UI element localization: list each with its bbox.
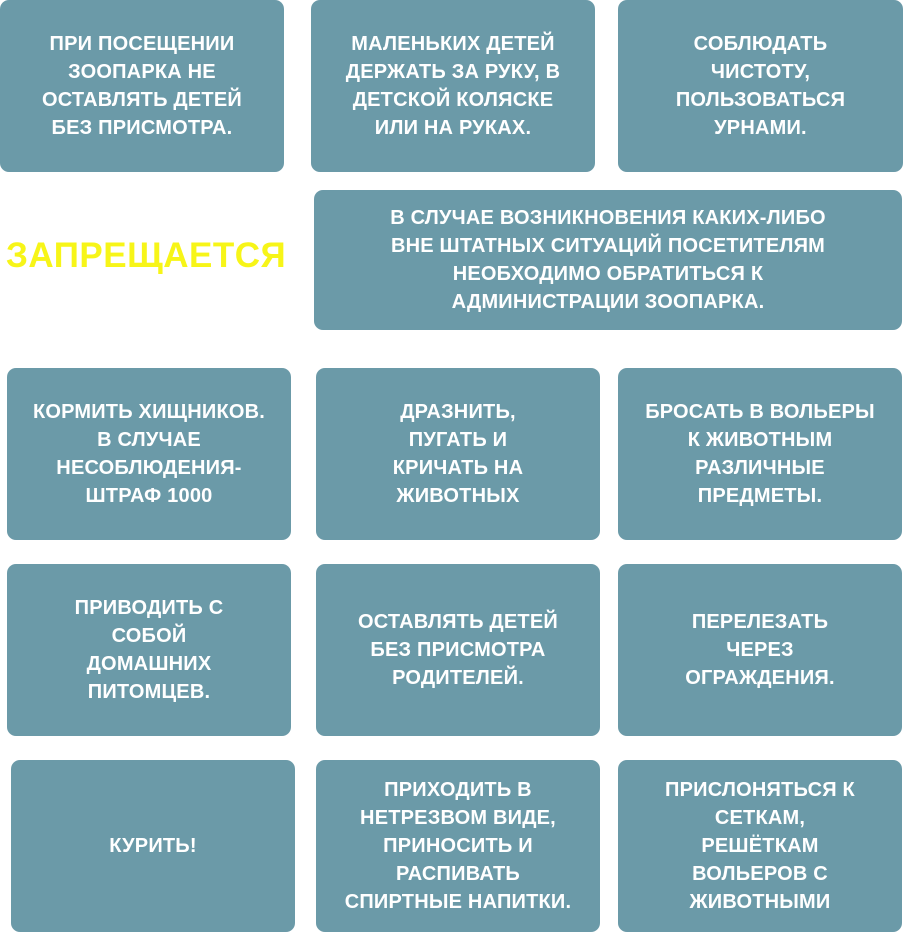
rule-card-text: ПРИ ПОСЕЩЕНИИ ЗООПАРКА НЕ ОСТАВЛЯТЬ ДЕТЕЙ БЕЗ ПРИСМОТРА. [42,33,242,139]
rule-card-keep-clean [618,0,903,172]
prohibition-card-lean-on-fences [618,760,902,932]
prohibition-card-leave-children [316,564,600,736]
rule-card-supervise-children [0,0,284,172]
rule-card-text: СОБЛЮДАТЬ ЧИСТОТУ, ПОЛЬЗОВАТЬСЯ УРНАМИ. [675,33,846,139]
prohibited-heading: ЗАПРЕЩАЕТСЯ [6,236,287,275]
prohibition-card-feed-predators [7,368,291,540]
prohibition-card-text: КОРМИТЬ ХИЩНИКОВ. В СЛУЧАЕ НЕСОБЛЮДЕНИЯ- ШТРАФ 1000 [32,401,266,507]
prohibition-card-text: ОСТАВЛЯТЬ ДЕТЕЙ БЕЗ ПРИСМОТРА РОДИТЕЛЕЙ. [358,611,558,689]
rule-card-text: В СЛУЧАЕ ВОЗНИКНОВЕНИЯ КАКИХ-ЛИБО ВНЕ ШТАТНЫХ СИТУАЦИЙ ПОСЕТИТЕЛЯМ НЕОБХОДИМО ОБРАТИТЬСЯ К АДМИНИСТРАЦИИ ЗООПАРКА. [390,207,826,313]
rule-card-text: МАЛЕНЬКИХ ДЕТЕЙ ДЕРЖАТЬ ЗА РУКУ, В ДЕТСКОЙ КОЛЯСКЕ ИЛИ НА РУКАХ. [345,33,561,139]
prohibition-card-climb-fences [618,564,902,736]
prohibition-card-text: ПРИВОДИТЬ С СОБОЙ ДОМАШНИХ ПИТОМЦЕВ. [74,597,224,703]
prohibition-card-text: ПРИСЛОНЯТЬСЯ К СЕТКАМ, РЕШЁТКАМ ВОЛЬЕРОВ С ЖИВОТНЫМИ [665,779,855,913]
prohibition-card-text: ДРАЗНИТЬ, ПУГАТЬ И КРИЧАТЬ НА ЖИВОТНЫХ [392,401,524,507]
prohibition-card-bring-pets [7,564,291,736]
prohibition-card-text: ПРИХОДИТЬ В НЕТРЕЗВОМ ВИДЕ, ПРИНОСИТЬ И РАСПИВАТЬ СПИРТНЫЕ НАПИТКИ. [344,779,572,913]
prohibition-card-text: ПЕРЕЛЕЗАТЬ ЧЕРЕЗ ОГРАЖДЕНИЯ. [685,611,835,689]
prohibition-card-smoking [11,760,295,932]
prohibition-card-throw-objects [618,368,902,540]
prohibition-card-tease-animals [316,368,600,540]
prohibition-card-text: КУРИТЬ! [109,835,197,857]
rule-card-emergency-contact [314,190,902,330]
prohibition-card-alcohol [316,760,600,932]
prohibition-card-text: БРОСАТЬ В ВОЛЬЕРЫ К ЖИВОТНЫМ РАЗЛИЧНЫЕ ПРЕДМЕТЫ. [645,401,875,507]
rule-card-hold-small-children [311,0,595,172]
